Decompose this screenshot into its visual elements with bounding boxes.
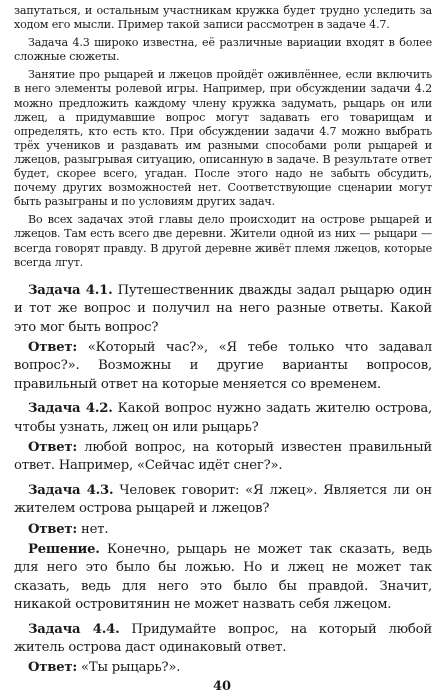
answer-4-4 [14, 659, 432, 677]
problem-label: Задача 4.2. [28, 401, 113, 417]
problem-4-4 [14, 621, 432, 658]
problem-text: Придумайте вопрос, на который любой житель острова даст одинаковый ответ. [14, 621, 432, 655]
problem-4-3 [14, 482, 432, 519]
problem-label: Задача 4.4. [28, 621, 120, 637]
answer-label: Ответ: [28, 439, 78, 455]
answer-label: Ответ: [28, 660, 78, 676]
answer-4-3 [14, 521, 432, 539]
answer-label: Ответ: [28, 339, 78, 355]
answer-text: «Который час?», «Я тебе только что задавал вопрос?». Возможны и другие варианты вопросов, правильный ответ на которые меняется со временем. [14, 339, 432, 392]
notes-paragraph: Во всех задачах этой главы дело происходит на острове рыцарей и лжецов. Там есть всего две деревни. Жители одной из них — рыцари — всегда говорят правду. В другой деревне живёт племя лжецов, которые всегда лгут. [14, 213, 432, 269]
problem-text: Человек говорит: «Я лжец». Является ли он жителем острова рыцарей и лжецов? [14, 482, 432, 517]
answer-4-2 [14, 439, 432, 476]
answer-text: любой вопрос, на который известен правильный ответ. Например, «Сейчас идёт снег?». [14, 439, 432, 474]
problem-4-2 [14, 400, 432, 437]
answer-4-1 [14, 339, 432, 394]
problem-text: Какой вопрос нужно задать жителю острова, чтобы узнать, лжец он или рыцарь? [14, 401, 433, 435]
problem-text: Путешественник дважды задал рыцарю один и тот же вопрос и получил на него разные ответы. Какой это мог быть вопрос? [14, 282, 432, 335]
page-number: 40 [212, 679, 232, 694]
notes-paragraph: Задача 4.3 широко известна, её различные вариации входят в более сложные сюжеты. [14, 36, 432, 64]
answer-text: «Ты рыцарь?». [77, 660, 181, 676]
notes-paragraph: Занятие про рыцарей и лжецов пройдёт оживлённее, если включить в него элементы ролевой игры. Например, при обсуждении задачи 4.2 можно предложить каждому члену кружка задумать, рыцарь он или лжец, а придумавшие вопрос могут задавать его товарищам и определять, кто есть кто. При обсуждении задачи 4.7 можно выбрать трёх учеников и раздавать им разными способами роли рыцарей и лжецов, разыгрывая ситуацию, описанную в задаче. В результате ответ будет, скорее всего, угадан. После этого надо не забыть обсудить, почему других возможностей нет. Соответствующие сценарии могут быть разыграны и по условиям других задач. [14, 68, 432, 209]
solution-4-3 [14, 541, 432, 615]
problem-label: Задача 4.1. [28, 282, 113, 298]
problems-section [14, 282, 432, 678]
solution-text: Конечно, рыцарь не может так сказать, ведь для него это было бы ложью. Но и лжец не может так сказать, ведь для него это было бы правдой. Значит, никакой островитянин не может назвать себя лжецом. [14, 541, 432, 613]
problem-4-1 [14, 282, 432, 337]
problem-label: Задача 4.3. [28, 482, 114, 498]
answer-text: нет. [77, 521, 109, 537]
answer-label: Ответ: [28, 521, 78, 537]
methodical-notes [14, 4, 432, 270]
notes-paragraph: запутаться, и остальным участникам кружка будет трудно уследить за ходом его мысли. Пример такой записи рассмотрен в задаче 4.7. [14, 4, 432, 32]
solution-label: Решение. [28, 541, 100, 557]
